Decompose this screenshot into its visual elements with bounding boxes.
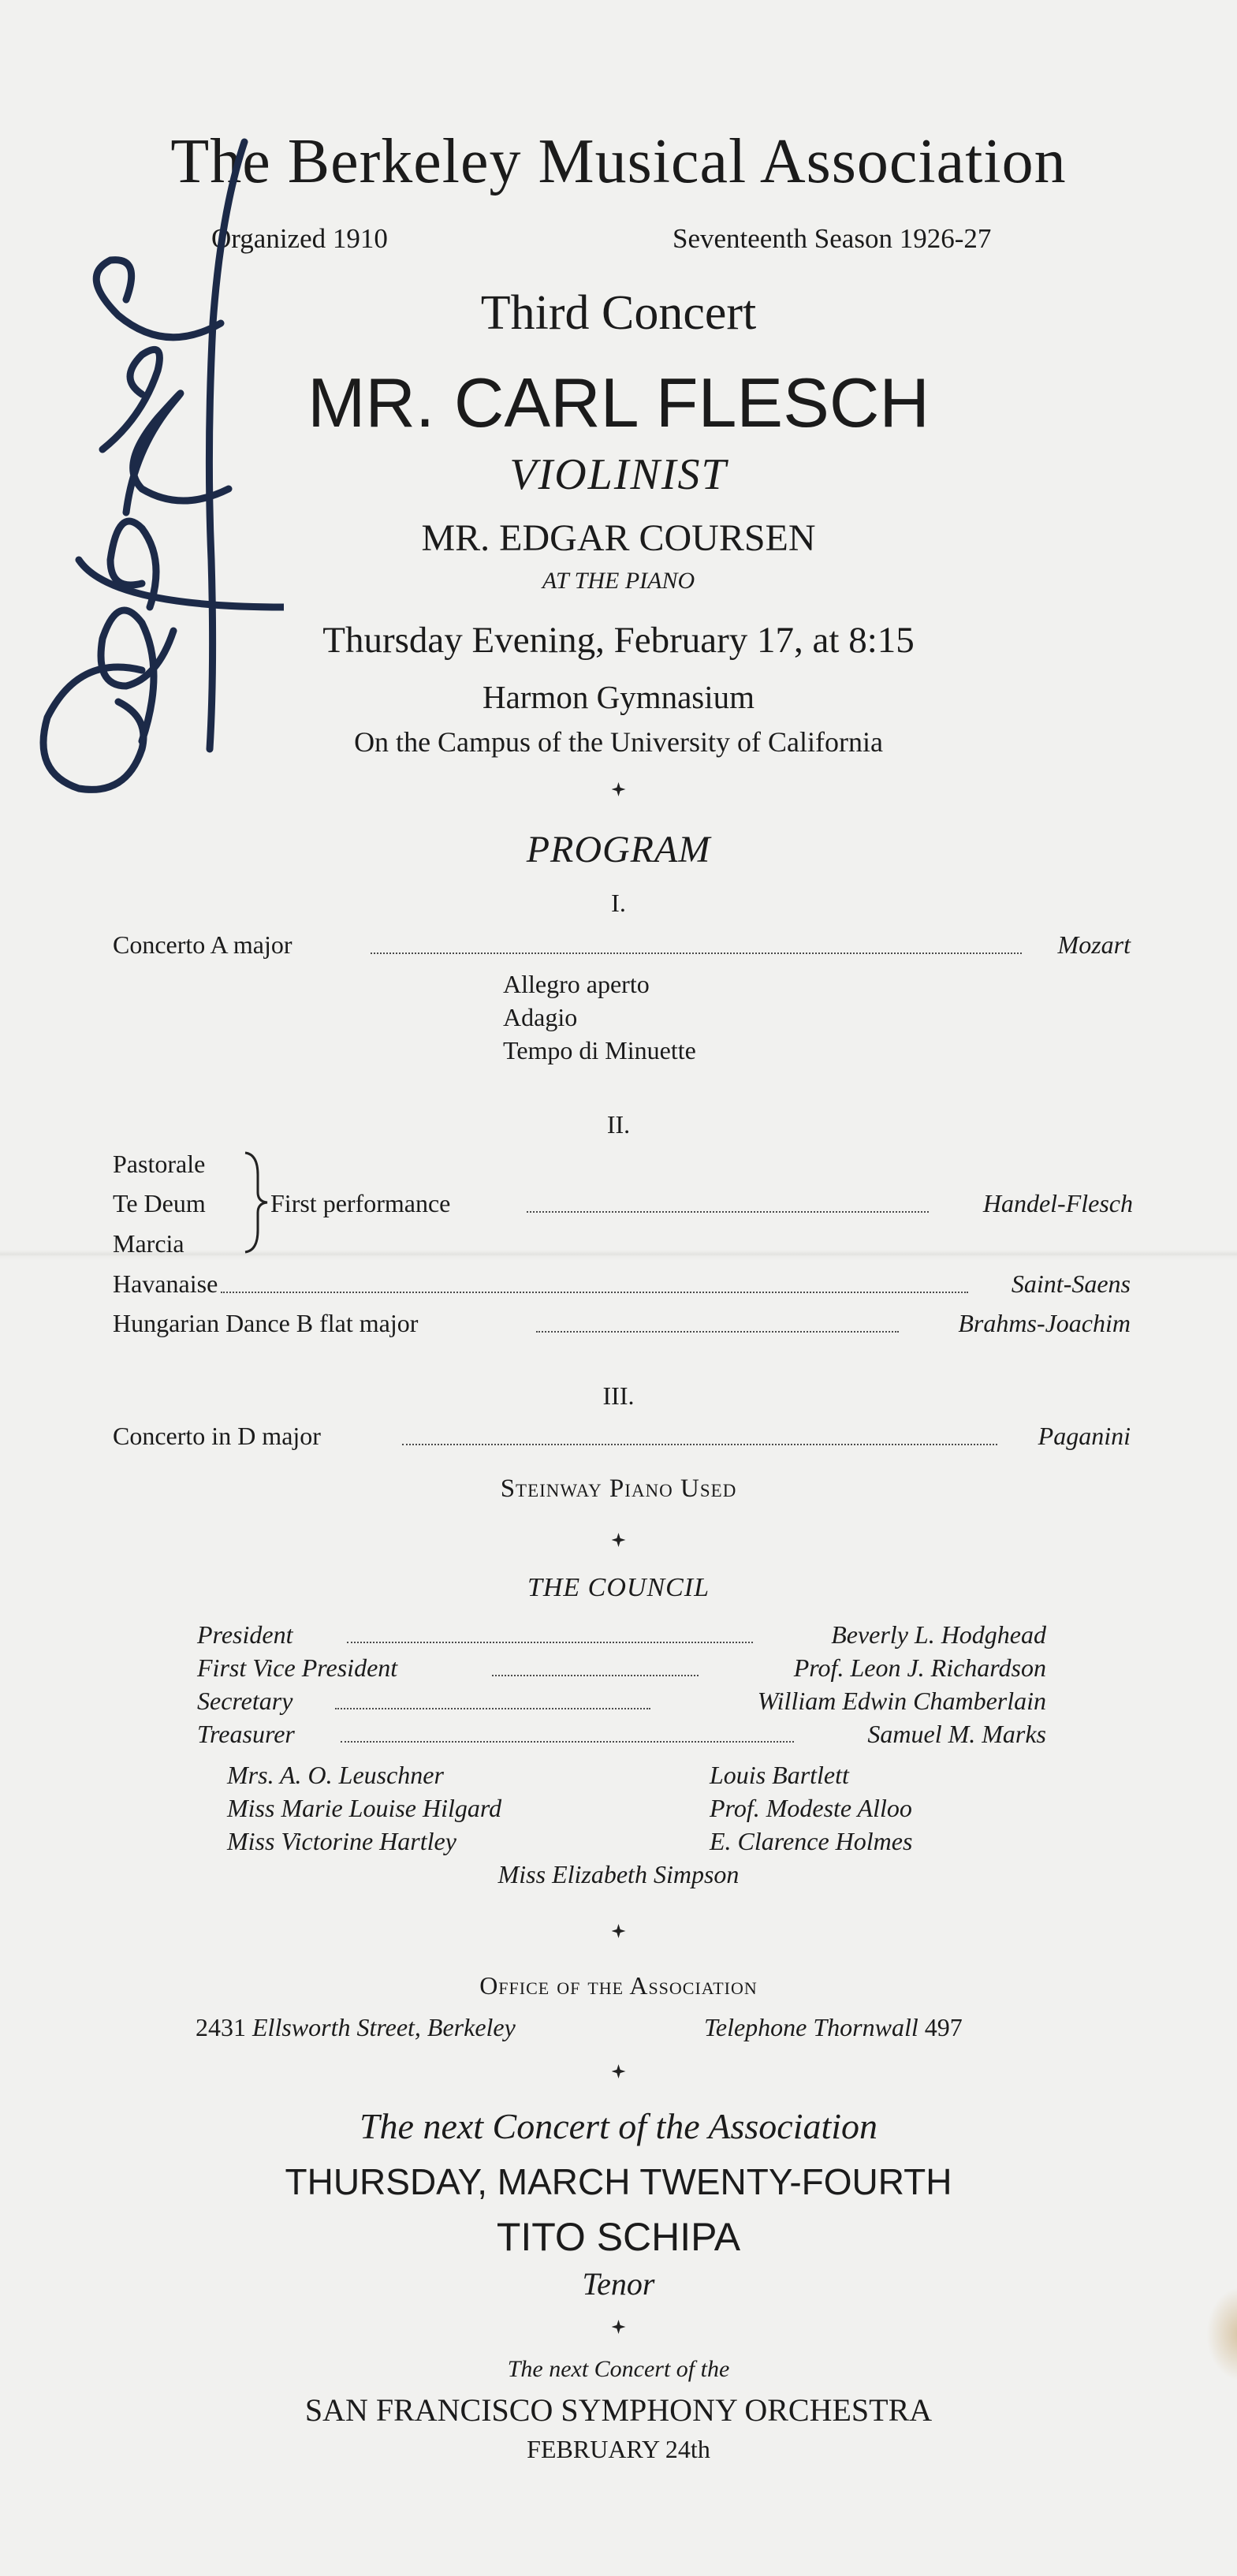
group-note: First performance [270, 1189, 451, 1217]
officer-name-treasurer: Samuel M. Marks [867, 1720, 1046, 1748]
ornament-star-icon [612, 1924, 626, 1938]
officer-role-secretary: Secretary [197, 1687, 293, 1715]
ornament-star-icon [612, 1533, 626, 1547]
council-heading: THE COUNCIL [527, 1573, 710, 1602]
next-concert-artist: TITO SCHIPA [496, 2215, 741, 2259]
part-three-composer: Paganini [1038, 1422, 1131, 1450]
officer-role-vice-president: First Vice President [197, 1653, 398, 1682]
movement-3: Tempo di Minuette [503, 1036, 696, 1064]
organized-year: Organized 1910 [211, 223, 388, 254]
season-label: Seventeenth Season 1926-27 [673, 223, 992, 254]
movement-2: Adagio [503, 1003, 578, 1031]
officer-role-treasurer: Treasurer [197, 1720, 295, 1748]
ornament-star-icon [612, 2320, 626, 2334]
office-address [196, 2013, 516, 2042]
dotted-leader [536, 1331, 899, 1333]
officer-name-president: Beverly L. Hodghead [831, 1620, 1046, 1649]
dotted-leader [221, 1292, 968, 1293]
part-one-numeral: I. [611, 889, 626, 917]
hungarian-dance-composer: Brahms-Joachim [958, 1309, 1131, 1337]
part-one-work: Concerto A major [113, 930, 292, 959]
performer-role: VIOLINIST [509, 450, 728, 499]
program-heading: PROGRAM [526, 829, 711, 870]
office-street: Ellsworth Street, Berkeley [252, 2013, 516, 2041]
dotted-leader [341, 1741, 794, 1743]
accompanist-role: AT THE PIANO [542, 568, 695, 594]
part-two-numeral: II. [606, 1110, 631, 1139]
ornament-star-icon [612, 782, 626, 796]
dotted-leader [371, 952, 1022, 954]
concert-date: Thursday Evening, February 17, at 8:15 [322, 620, 915, 661]
dotted-leader [335, 1708, 650, 1709]
group-item-1: Pastorale [113, 1150, 206, 1178]
council-member-left-1: Mrs. A. O. Leuschner [227, 1761, 444, 1789]
officer-role-president: President [197, 1620, 293, 1649]
handwritten-signature [24, 118, 284, 867]
officer-name-vice-president: Prof. Leon J. Richardson [793, 1653, 1046, 1682]
telephone-number: 497 [924, 2013, 963, 2041]
paper-fold-crease [0, 1250, 1237, 1261]
council-member-right-3: E. Clarence Holmes [710, 1827, 913, 1855]
next-concert-intro: The next Concert of the Association [359, 2106, 878, 2146]
group-item-3: Marcia [113, 1229, 184, 1258]
piano-note: Steinway Piano Used [500, 1474, 737, 1503]
group-brace [240, 1151, 272, 1254]
performer-name: MR. CARL FLESCH [307, 363, 930, 442]
part-one-composer: Mozart [1057, 930, 1131, 959]
officer-name-secretary: William Edwin Chamberlain [757, 1687, 1046, 1715]
concert-number: Third Concert [480, 286, 757, 340]
council-member-last: Miss Elizabeth Simpson [497, 1860, 740, 1888]
venue-detail: On the Campus of the University of California [354, 726, 883, 758]
office-heading: Office of the Association [479, 1971, 758, 2000]
association-title: The Berkeley Musical Association [170, 127, 1067, 196]
council-member-right-2: Prof. Modeste Alloo [710, 1794, 912, 1822]
accompanist-name: MR. EDGAR COURSEN [421, 517, 816, 559]
symphony-intro: The next Concert of the [507, 2356, 730, 2382]
symphony-date: FEBRUARY 24th [527, 2435, 710, 2463]
havanaise-work: Havanaise [113, 1269, 218, 1298]
dotted-leader [527, 1211, 929, 1213]
next-concert-date: THURSDAY, MARCH TWENTY-FOURTH [285, 2161, 952, 2202]
dotted-leader [402, 1444, 997, 1445]
havanaise-composer: Saint-Saens [1011, 1269, 1131, 1298]
venue-name: Harmon Gymnasium [482, 679, 755, 715]
symphony-name: SAN FRANCISCO SYMPHONY ORCHESTRA [304, 2392, 933, 2428]
dotted-leader [492, 1675, 699, 1676]
council-member-left-2: Miss Marie Louise Hilgard [227, 1794, 502, 1822]
group-item-2: Te Deum [113, 1189, 206, 1217]
ornament-star-icon [612, 2064, 626, 2078]
part-three-work: Concerto in D major [113, 1422, 321, 1450]
telephone-label: Telephone Thornwall [704, 2013, 918, 2041]
part-three-numeral: III. [602, 1381, 635, 1410]
next-concert-voice: Tenor [582, 2266, 655, 2302]
council-member-left-3: Miss Victorine Hartley [227, 1827, 456, 1855]
group-composer: Handel-Flesch [982, 1189, 1133, 1217]
hungarian-dance-work: Hungarian Dance B flat major [113, 1309, 419, 1337]
council-member-right-1: Louis Bartlett [710, 1761, 849, 1789]
office-street-number: 2431 [196, 2013, 246, 2041]
office-telephone [704, 2013, 963, 2042]
dotted-leader [347, 1642, 753, 1643]
movement-1: Allegro aperto [503, 970, 650, 998]
